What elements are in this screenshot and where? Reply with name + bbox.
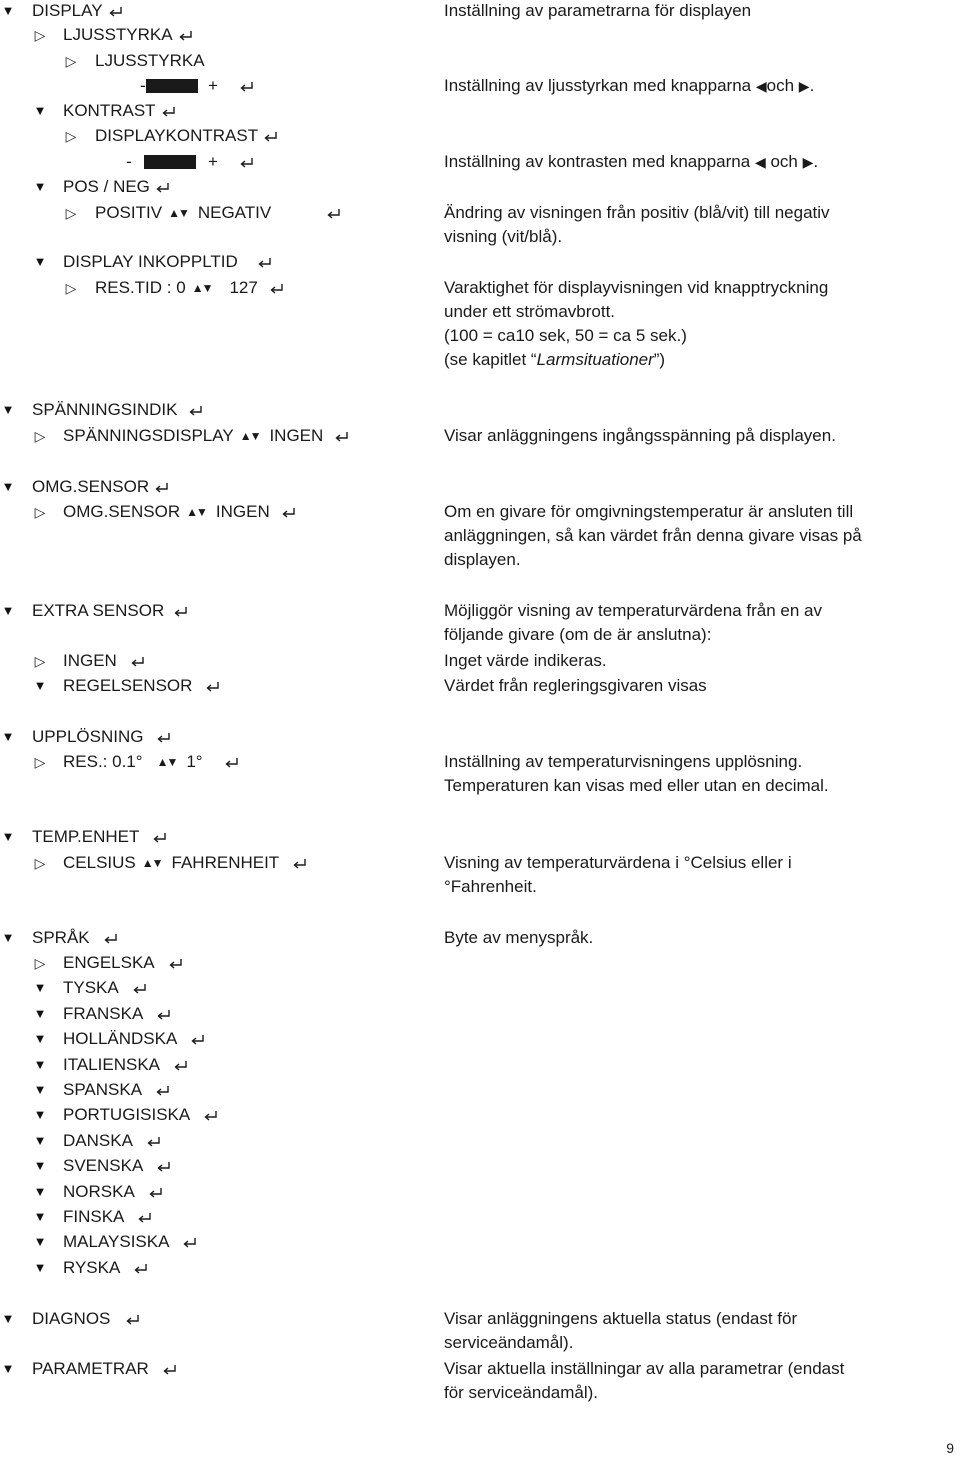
collapse-arrow-icon: ▷ [34,504,46,520]
enter-icon [206,681,220,693]
menu-sprak: SPRÅK [32,927,118,949]
enter-icon [183,1237,197,1249]
desc-spanning: Visar anläggningens ingångsspänning på displayen. [444,426,836,445]
desc-omg-3: displayen. [444,550,521,569]
collapse-arrow-icon: ▷ [65,53,77,69]
enter-icon [131,656,145,668]
page-number: 9 [946,1440,954,1456]
enter-icon [134,1263,148,1275]
collapse-arrow-icon: ▷ [65,205,77,221]
menu-spanningsindik: SPÄNNINGSINDIK [32,399,203,421]
collapse-arrow-icon: ▷ [34,855,46,871]
menu-ljus-line: + [208,75,254,97]
desc-kontrast: Inställning av kontrasten med knapparna ◀ och ▶. [444,152,819,171]
expand-arrow-icon: ▼ [33,678,47,693]
enter-icon [204,1110,218,1122]
menu-upplosning: UPPLÖSNING [32,726,171,748]
expand-arrow-icon: ▼ [1,1311,15,1326]
menu-ljusstyrka: LJUSSTYRKA [63,24,193,46]
desc-diag-2: serviceändamål). [444,1333,574,1352]
expand-arrow-icon: ▼ [33,1031,47,1046]
expand-arrow-icon: ▼ [33,1057,47,1072]
desc-tid-1: Varaktighet för displayvisningen vid knapptryckning [444,278,829,297]
desc-param-1: Visar aktuella inställningar av alla parametrar (endast [444,1359,845,1378]
desc-res-1: Inställning av temperaturvisningens upplösning. [444,752,803,771]
enter-icon [282,507,296,519]
enter-icon [126,1314,140,1326]
expand-arrow-icon: ▼ [1,3,15,18]
collapse-arrow-icon: ▷ [34,955,46,971]
menu-diagnos: DIAGNOS [32,1308,140,1330]
collapse-arrow-icon: ▷ [34,428,46,444]
menu-parametrar: PARAMETRAR [32,1358,177,1380]
language-item: DANSKA [63,1130,161,1152]
menu-positiv: POSITIV ▲▼ NEGATIV [95,202,341,224]
expand-arrow-icon: ▼ [33,254,47,269]
language-item: PORTUGISISKA [63,1104,218,1126]
minus-sign: - [140,76,146,95]
expand-arrow-icon: ▼ [1,402,15,417]
left-triangle-icon: ◀ [755,78,767,94]
collapse-arrow-icon: ▷ [65,280,77,296]
enter-icon [240,81,254,93]
enter-icon [155,482,169,494]
enter-icon [147,1136,161,1148]
menu-extrasensor: EXTRA SENSOR [32,600,188,622]
desc-tid-3: (100 = ca10 sek, 50 = ca 5 sek.) [444,326,687,345]
enter-icon [264,131,278,143]
expand-arrow-icon: ▼ [33,1260,47,1275]
enter-icon [327,208,341,220]
up-down-icon: ▲▼ [186,505,206,519]
desc-tid-2: under ett strömavbrott. [444,302,616,321]
expand-arrow-icon: ▼ [33,1184,47,1199]
enter-icon [174,606,188,618]
menu-displaykontrast: DISPLAYKONTRAST [95,125,278,147]
expand-arrow-icon: ▼ [33,1234,47,1249]
language-item: ENGELSKA [63,952,183,974]
desc-extra-2: följande givare (om de är anslutna): [444,625,712,644]
enter-icon [156,1085,170,1097]
expand-arrow-icon: ▼ [33,980,47,995]
menu-display: DISPLAY [32,0,123,22]
menu-omgsensor: OMG.SENSOR [32,476,169,498]
collapse-arrow-icon: ▷ [34,653,46,669]
desc-temp-2: °Fahrenheit. [444,877,537,896]
brightness-bar [146,79,198,93]
enter-icon [270,283,284,295]
enter-icon [240,157,254,169]
enter-icon [293,858,307,870]
enter-icon [157,1009,171,1021]
enter-icon [133,983,147,995]
enter-icon [157,1161,171,1173]
left-triangle-icon: ◀ [754,154,766,170]
enter-icon [104,933,118,945]
desc-ljus: Inställning av ljusstyrkan med knapparna ◀och ▶. [444,76,815,95]
menu-regelsensor: REGELSENSOR [63,675,220,697]
up-down-icon: ▲▼ [141,856,162,870]
expand-arrow-icon: ▼ [1,729,15,744]
menu-posneg: POS / NEG [63,176,170,198]
enter-icon [138,1212,152,1224]
language-item: SVENSKA [63,1155,171,1177]
desc-omg-2: anläggningen, så kan värdet från denna givare visas på [444,526,862,545]
expand-arrow-icon: ▼ [1,1361,15,1376]
language-item: TYSKA [63,977,147,999]
desc-res-2: Temperaturen kan visas med eller utan en decimal. [444,776,829,795]
expand-arrow-icon: ▼ [33,1107,47,1122]
minus-sign: - [126,152,132,171]
enter-icon [179,30,193,42]
expand-arrow-icon: ▼ [33,1133,47,1148]
right-triangle-icon: ▶ [798,78,810,94]
menu-tempenhet: TEMP.ENHET [32,826,167,848]
language-item: FINSKA [63,1206,152,1228]
enter-icon [162,106,176,118]
enter-icon [153,832,167,844]
enter-icon [335,431,349,443]
up-down-icon: ▲▼ [156,755,177,769]
menu-spanningsdisplay: SPÄNNINGSDISPLAY ▲▼ INGEN [63,425,349,447]
enter-icon [174,1060,188,1072]
desc-display: Inställning av parametrarna för displayen [444,1,752,20]
enter-icon [163,1364,177,1376]
enter-icon [189,405,203,417]
desc-temp-1: Visning av temperaturvärdena i °Celsius eller i [444,853,792,872]
enter-icon [157,732,171,744]
desc-posneg-2: visning (vit/blå). [444,227,563,246]
language-item: MALAYSISKA [63,1231,197,1253]
desc-param-2: för serviceändamål). [444,1383,599,1402]
expand-arrow-icon: ▼ [1,479,15,494]
enter-icon [225,757,239,769]
language-item: SPANSKA [63,1079,170,1101]
enter-icon [191,1034,205,1046]
desc-regel: Värdet från regleringsgivaren visas [444,676,707,695]
language-item: HOLLÄNDSKA [63,1028,205,1050]
menu-kontr-line: + [208,151,254,173]
enter-icon [149,1187,163,1199]
up-down-icon: ▲▼ [168,206,188,220]
expand-arrow-icon: ▼ [33,1158,47,1173]
language-item: ITALIENSKA [63,1054,188,1076]
up-down-icon: ▲▼ [239,429,260,443]
menu-omgsensor-sub: OMG.SENSOR ▲▼ INGEN [63,501,296,523]
expand-arrow-icon: ▼ [1,603,15,618]
menu-inkoppltid: DISPLAY INKOPPLTID [63,251,272,273]
collapse-arrow-icon: ▷ [34,754,46,770]
desc-extra-1: Möjliggör visning av temperaturvärdena från en av [444,601,822,620]
enter-icon [109,6,123,18]
menu-celsius: CELSIUS ▲▼ FAHRENHEIT [63,852,307,874]
contrast-bar [144,155,196,169]
up-down-icon: ▲▼ [191,281,212,295]
desc-diag-1: Visar anläggningens aktuella status (endast för [444,1309,798,1328]
expand-arrow-icon: ▼ [33,1209,47,1224]
expand-arrow-icon: ▼ [33,1082,47,1097]
desc-posneg-1: Ändring av visningen från positiv (blå/vit) till negativ [444,203,830,222]
expand-arrow-icon: ▼ [33,1006,47,1021]
language-item: NORSKA [63,1181,163,1203]
menu-kontrast: KONTRAST [63,100,176,122]
enter-icon [169,958,183,970]
language-item: RYSKA [63,1257,148,1279]
right-triangle-icon: ▶ [802,154,814,170]
desc-sprak: Byte av menyspråk. [444,928,594,947]
language-item: FRANSKA [63,1003,171,1025]
collapse-arrow-icon: ▷ [65,128,77,144]
desc-tid-4: (se kapitlet “Larmsituationer”) [444,350,666,369]
enter-icon [258,257,272,269]
enter-icon [156,182,170,194]
expand-arrow-icon: ▼ [1,930,15,945]
menu-ljusstyrka-sub: LJUSSTYRKA [95,51,205,70]
menu-ingen: INGEN [63,650,145,672]
desc-ingen: Inget värde indikeras. [444,651,607,670]
menu-restid: RES.TID : 0 ▲▼ 127 [95,277,284,299]
expand-arrow-icon: ▼ [33,179,47,194]
expand-arrow-icon: ▼ [1,829,15,844]
collapse-arrow-icon: ▷ [34,27,46,43]
desc-omg-1: Om en givare för omgivningstemperatur är ansluten till [444,502,854,521]
expand-arrow-icon: ▼ [33,103,47,118]
menu-res: RES.: 0.1° ▲▼ 1° [63,751,239,773]
